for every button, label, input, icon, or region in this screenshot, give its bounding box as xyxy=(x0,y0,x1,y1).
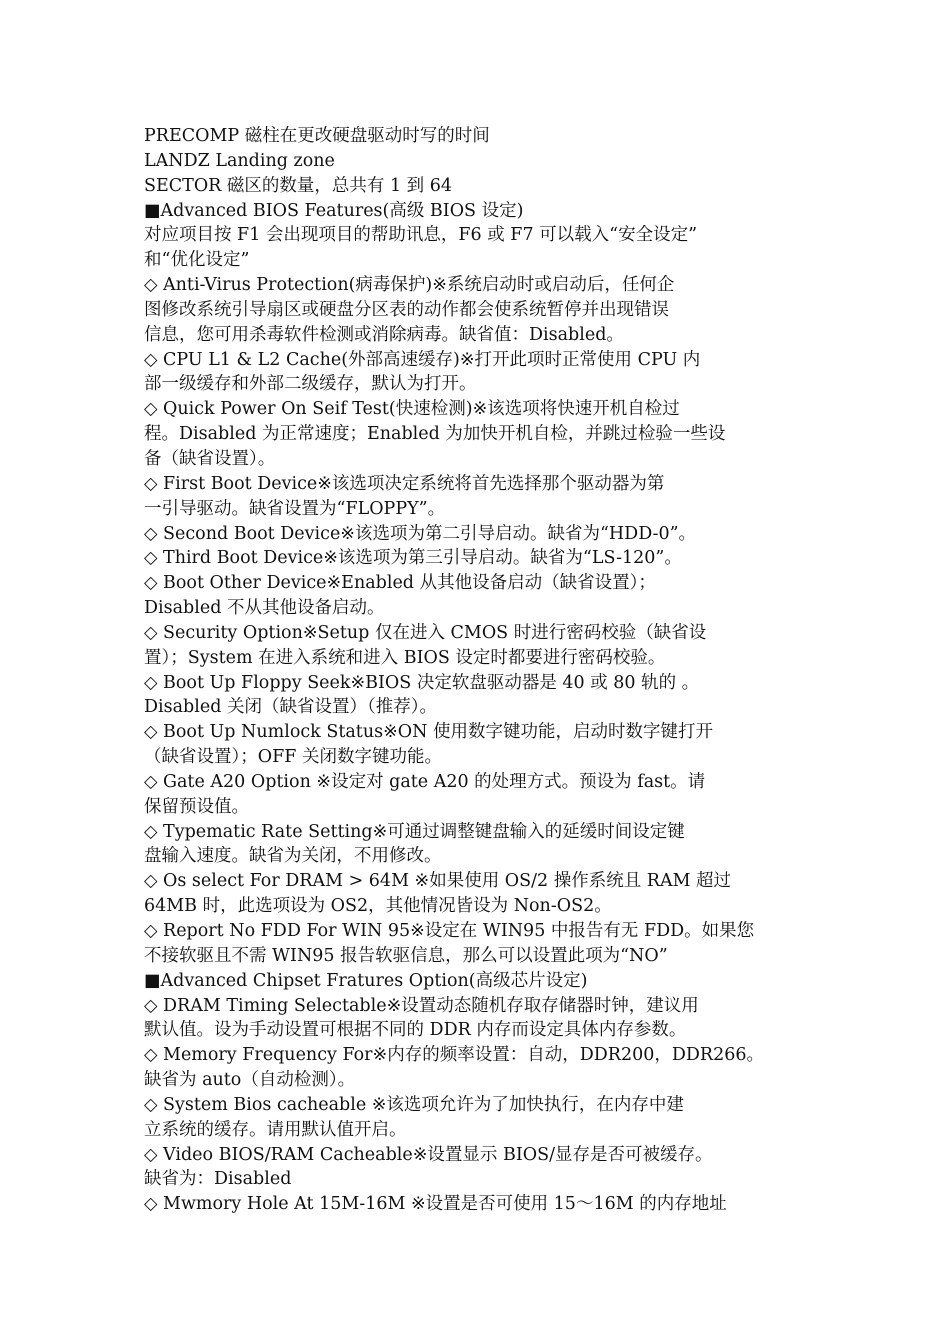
text-line: ■Advanced Chipset Fratures Option(高级芯片设定) xyxy=(144,970,588,991)
text-line: 部一级缓存和外部二级缓存，默认为打开。 xyxy=(144,374,477,395)
text-line: LANDZ Landing zone xyxy=(144,150,335,171)
text-line: 信息，您可用杀毒软件检测或消除病毒。缺省值：Disabled。 xyxy=(144,324,624,345)
text-line: Disabled 关闭（缺省设置）（推荐）。 xyxy=(144,697,437,718)
text-line: 不接软驱且不需 WIN95 报告软驱信息，那么可以设置此项为“NO” xyxy=(144,945,668,966)
text-line: 对应项目按 F1 会出现项目的帮助讯息，F6 或 F7 可以载入“安全设定” xyxy=(144,225,698,246)
text-line: 和“优化设定” xyxy=(144,250,250,271)
text-line: ◇ DRAM Timing Selectable※设置动态随机存取存储器时钟，建议用 xyxy=(144,995,699,1016)
text-line: ◇ Boot Up Numlock Status※ON 使用数字键功能，启动时数字键打开 xyxy=(144,722,713,743)
text-line: 缺省为：Disabled xyxy=(144,1169,292,1190)
text-line: ◇ Second Boot Device※该选项为第二引导启动。缺省为“HDD-0”。 xyxy=(144,523,697,544)
text-line: ◇ First Boot Device※该选项决定系统将首先选择那个驱动器为第 xyxy=(144,473,665,494)
text-line: Disabled 不从其他设备启动。 xyxy=(144,598,385,619)
text-line: ◇ CPU L1 & L2 Cache(外部高速缓存)※打开此项时正常使用 CPU 内 xyxy=(144,349,701,370)
text-line: ◇ Security Option※Setup 仅在进入 CMOS 时进行密码校验（缺省设 xyxy=(144,622,707,643)
text-line: ◇ System Bios cacheable ※该选项允许为了加快执行，在内存中建 xyxy=(144,1094,684,1115)
text-line: 保留预设值。 xyxy=(144,796,249,817)
text-line: 图修改系统引导扇区或硬盘分区表的动作都会使系统暂停并出现错误 xyxy=(144,299,669,320)
text-line: ◇ Typematic Rate Setting※可通过调整键盘输入的延缓时间设定键 xyxy=(144,821,685,842)
text-line: 一引导驱动。缺省设置为“FLOPPY”。 xyxy=(144,498,446,519)
text-line: 缺省为 auto（自动检测）。 xyxy=(144,1070,356,1091)
text-line: ◇ Video BIOS/RAM Cacheable※设置显示 BIOS/显存是否可被缓存。 xyxy=(144,1144,713,1165)
text-line: 立系统的缓存。请用默认值开启。 xyxy=(144,1119,407,1140)
text-line: ◇ Quick Power On Seif Test(快速检测)※该选项将快速开机自检过 xyxy=(144,399,680,420)
text-line: ◇ Mwmory Hole At 15M-16M ※设置是否可使用 15～16M 的内存地址 xyxy=(144,1194,727,1215)
text-line: 程。Disabled 为正常速度；Enabled 为加快开机自检，并跳过检验一些设 xyxy=(144,424,726,445)
text-line: ◇ Anti-Virus Protection(病毒保护)※系统启动时或启动后，任何企 xyxy=(144,275,675,296)
text-line: ◇ Third Boot Device※该选项为第三引导启动。缺省为“LS-120”。 xyxy=(144,548,682,569)
text-line: ◇ Boot Other Device※Enabled 从其他设备启动（缺省设置）； xyxy=(144,573,656,594)
text-line: 盘输入速度。缺省为关闭，不用修改。 xyxy=(144,846,442,867)
document-body xyxy=(144,124,814,1217)
text-line: 备（缺省设置）。 xyxy=(144,448,276,469)
text-line: PRECOMP 磁柱在更改硬盘驱动时写的时间 xyxy=(144,126,490,146)
text-line: 默认值。设为手动设置可根据不同的 DDR 内存而设定具体内存参数。 xyxy=(144,1020,687,1041)
text-line: ■Advanced BIOS Features(高级 BIOS 设定) xyxy=(144,200,524,221)
text-line: ◇ Gate A20 Option ※设定对 gate A20 的处理方式。预设为 fast。请 xyxy=(144,771,706,792)
text-line: 置）；System 在进入系统和进入 BIOS 设定时都要进行密码校验。 xyxy=(144,647,666,668)
text-line: SECTOR 磁区的数量，总共有 1 到 64 xyxy=(144,175,453,196)
text-line: ◇ Report No FDD For WIN 95※设定在 WIN95 中报告有无 FDD。如果您 xyxy=(144,921,755,941)
text-line: ◇ Memory Frequency For※内存的频率设置：自动，DDR200，DDR266。 xyxy=(144,1045,764,1066)
text-line: 64MB 时，此选项设为 OS2，其他情况皆设为 Non-OS2。 xyxy=(144,896,612,917)
text-line: （缺省设置）；OFF 关闭数字键功能。 xyxy=(144,747,442,768)
text-line: ◇ Os select For DRAM > 64M ※如果使用 OS/2 操作系统且 RAM 超过 xyxy=(144,871,732,892)
text-line: ◇ Boot Up Floppy Seek※BIOS 决定软盘驱动器是 40 或 80 轨的 。 xyxy=(144,672,700,693)
